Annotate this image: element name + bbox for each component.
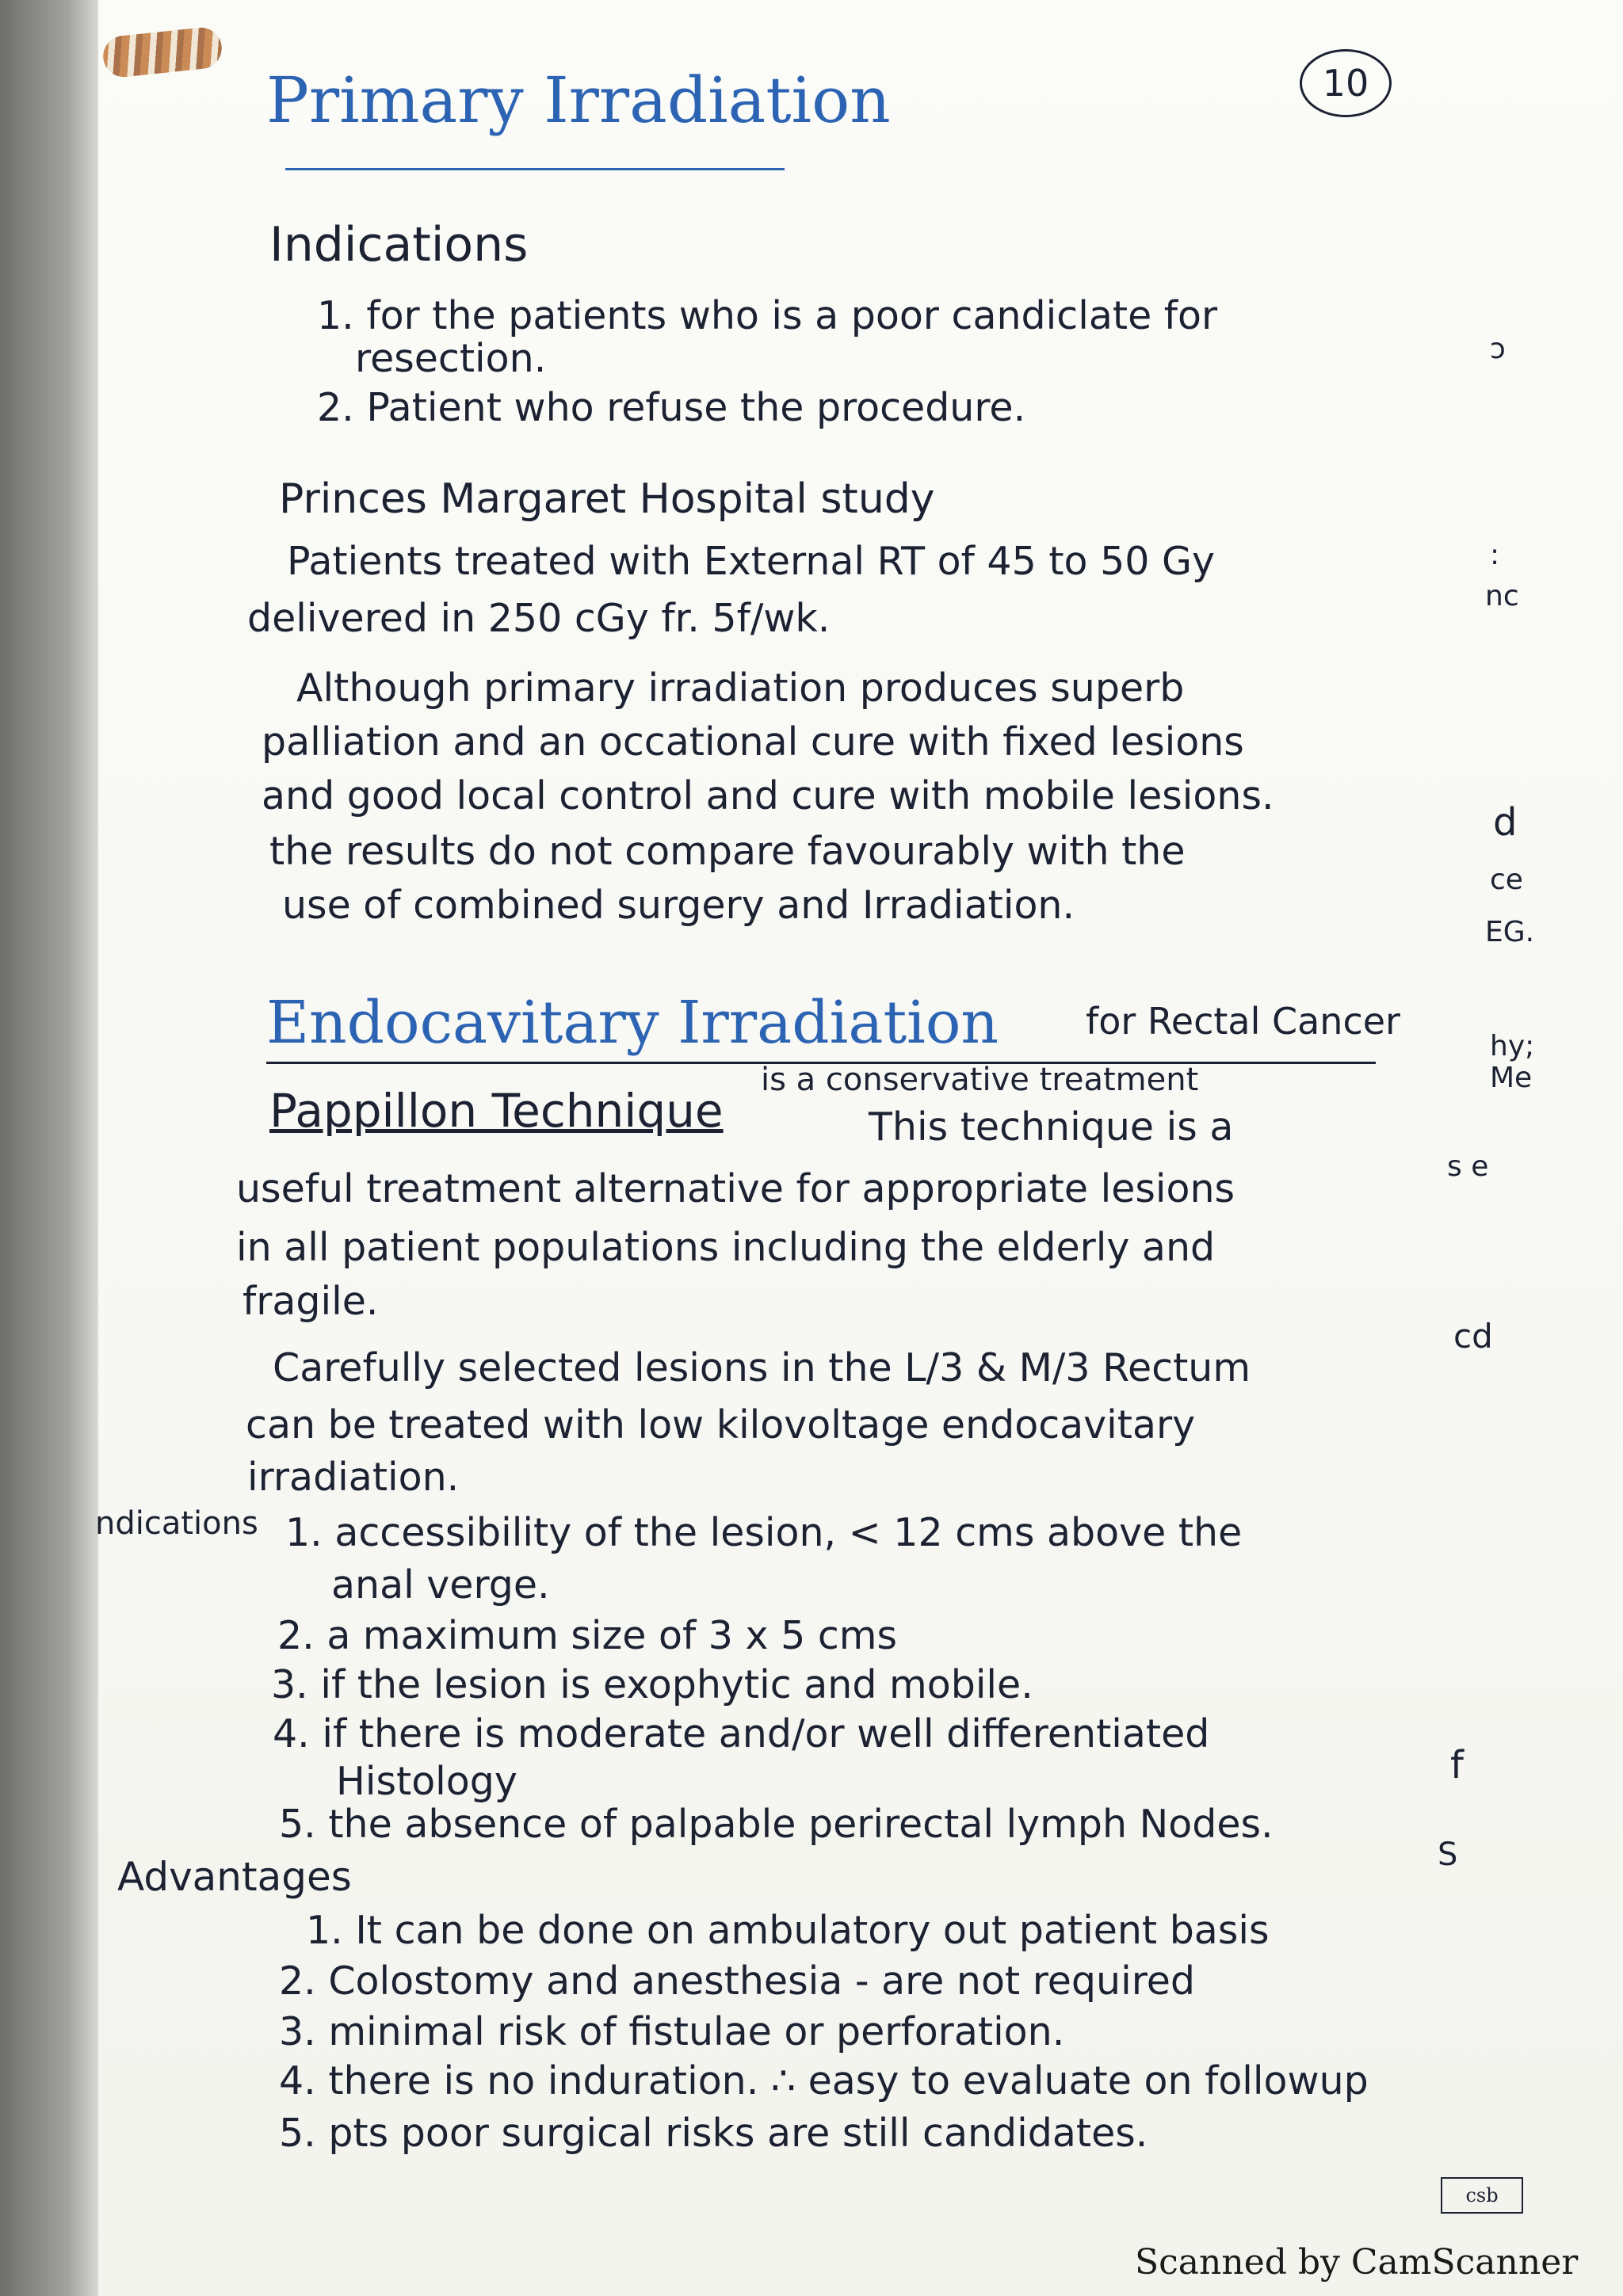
technique-line: This technique is a xyxy=(869,1104,1234,1150)
paragraph-line: and good local control and cure with mobile lesions. xyxy=(262,773,1274,818)
section2-title-suffix: for Rectal Cancer xyxy=(1086,1000,1400,1043)
study-line: delivered in 250 cGy fr. 5f/wk. xyxy=(247,596,831,641)
indication-line: 1. for the patients who is a poor candiclate for xyxy=(317,293,1218,338)
section2-subtitle: is a conservative treatment xyxy=(761,1062,1199,1098)
advantage-item: 5. pts poor surgical risks are still candidates. xyxy=(279,2111,1148,2156)
margin-fragment: f xyxy=(1450,1743,1464,1787)
margin-fragment: nc xyxy=(1485,580,1519,612)
page-number: 10 xyxy=(1300,49,1392,117)
section2-title: Endocavitary Irradiation xyxy=(266,989,999,1057)
indication-line: resection. xyxy=(355,336,547,381)
margin-fragment: d xyxy=(1493,800,1518,845)
indication-item: anal verge. xyxy=(331,1562,550,1608)
section1-title: Primary Irradiation xyxy=(266,63,891,137)
advantage-item: 3. minimal risk of fistulae or perforation. xyxy=(279,2009,1065,2054)
paragraph-line: palliation and an occational cure with fixed lesions xyxy=(262,719,1244,765)
indication-item: 2. a maximum size of 3 x 5 cms xyxy=(277,1613,898,1658)
selected-line: can be treated with low kilovoltage endocavitary xyxy=(246,1402,1196,1447)
paragraph-line: Although primary irradiation produces superb xyxy=(296,666,1185,711)
margin-fragment: ɔ xyxy=(1490,333,1506,365)
corner-stamp: csb xyxy=(1441,2177,1523,2214)
selected-line: Carefully selected lesions in the L/3 & M/3 Rectum xyxy=(273,1345,1251,1390)
margin-fragment: ce xyxy=(1490,864,1523,896)
advantage-item: 1. It can be done on ambulatory out patient basis xyxy=(306,1908,1270,1953)
study-title: Princes Margaret Hospital study xyxy=(279,475,935,523)
indication-item: 1. accessibility of the lesion, < 12 cms above the xyxy=(285,1510,1243,1555)
indication-line: 2. Patient who refuse the procedure. xyxy=(317,385,1026,430)
indication-item: 3. if the lesion is exophytic and mobile. xyxy=(271,1662,1033,1707)
margin-fragment: cd xyxy=(1453,1317,1493,1356)
technique-line: useful treatment alternative for appropriate lesions xyxy=(236,1166,1235,1211)
indication-item: 4. if there is moderate and/or well differentiated xyxy=(273,1711,1210,1756)
advantages-label: Advantages xyxy=(117,1854,352,1900)
title-underline xyxy=(285,168,785,170)
indication-item: 5. the absence of palpable perirectal lymph Nodes. xyxy=(279,1802,1274,1847)
study-line: Patients treated with External RT of 45 to 50 Gy xyxy=(287,539,1215,584)
paragraph-line: use of combined surgery and Irradiation. xyxy=(282,883,1075,928)
indications-margin-label: ndications xyxy=(95,1505,258,1542)
technique-line: fragile. xyxy=(242,1279,379,1324)
margin-fragment: S xyxy=(1438,1836,1458,1873)
paragraph-line: the results do not compare favourably with the xyxy=(269,829,1186,874)
indications-heading: Indications xyxy=(269,217,529,273)
scan-edge-shadow xyxy=(0,0,98,2296)
margin-fragment: s e xyxy=(1447,1150,1489,1183)
scanner-watermark: Scanned by CamScanner xyxy=(1135,2242,1579,2283)
technique-line: in all patient populations including the elderly and xyxy=(236,1225,1216,1270)
margin-fragment: Me xyxy=(1490,1062,1533,1094)
margin-fragment: EG. xyxy=(1485,916,1535,948)
margin-fragment: hy; xyxy=(1490,1030,1535,1062)
selected-line: irradiation. xyxy=(247,1455,460,1500)
technique-heading: Pappillon Technique xyxy=(269,1084,724,1138)
advantage-item: 2. Colostomy and anesthesia - are not required xyxy=(279,1958,1196,2004)
indication-item: Histology xyxy=(336,1759,517,1804)
advantage-item: 4. there is no induration. ∴ easy to evaluate on followup xyxy=(279,2058,1369,2103)
margin-fragment: : xyxy=(1490,539,1500,571)
